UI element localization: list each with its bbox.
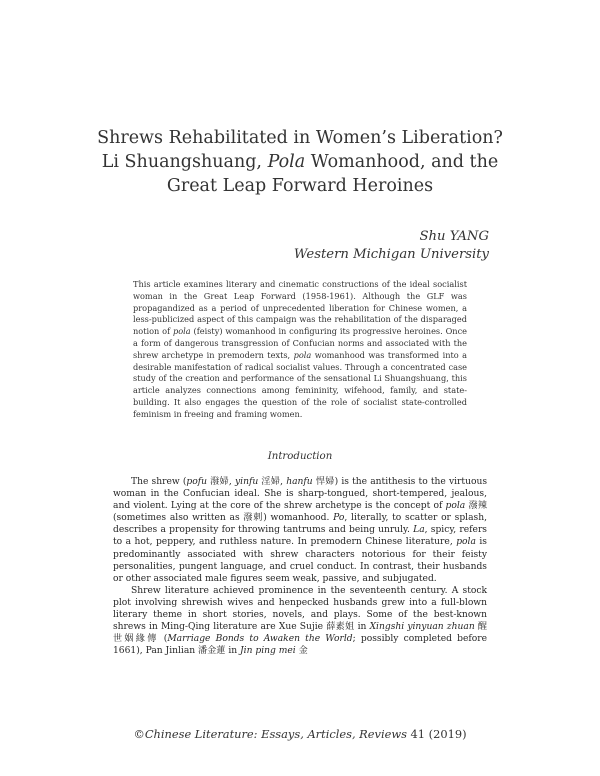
article-title [90,126,510,198]
author-name: Shu YANG [419,229,489,244]
title-line-1: Shrews Rehabilitated in Women’s Liberation? [97,128,503,148]
body-paragraph-2 [113,585,487,658]
p1-text-7: , spicy, refers to a hot, peppery, and ruthless nature. In premodern Chinese literature, [113,525,487,548]
body-text [113,476,487,657]
p2-text-2: 醒世姻緣傳 ( [113,622,487,645]
p2-text-3: ; possibly completed before 1661), Pan Jinlian 潘金蓮 in [113,634,487,657]
title-line-2 [90,150,510,174]
p1-term-pola-2: pola [456,537,476,548]
p1-term-po: Po [333,513,345,524]
title-line-2-pre: Li Shuangshuang, [101,152,268,172]
abstract-term-pola-1: pola [172,326,191,337]
p1-text-5: 潑辣 (sometimes also written as 潑剌) womanhood. [113,501,488,524]
p2-title-jin-ping-mei: Jin ping mei [240,646,296,657]
p1-term-pofu: pofu [186,477,207,487]
footer-volume-year: 41 (2019) [406,727,467,741]
p1-text-6: , literally, to scatter or splash, describes a propensity for throwing tantrums and being unruly. [113,513,487,536]
title-line-2-post: Womanhood, and the [305,152,499,172]
p1-text-3: 淫婦, [258,477,287,487]
p1-term-hanfu: hanfu [286,477,313,487]
p1-term-yinfu: yinfu [235,477,259,487]
p1-text-2: 潑婦, [206,477,235,487]
p2-text-1: Shrew literature achieved prominence in the seventeenth century. A stock plot involving shrewish wives and henpecked husbands grew into a full-blown literary theme in short stories, novels, and plays. Some of the best-known shrews in Ming-Qing literature are Xue Sujie 薛素姐 in [113,585,487,633]
p1-text-8: is predominantly associated with shrew characters notorious for their feisty personalities, pungent language, and cruel conduct. In contrast, their husbands or other associated male figures seem weak, passive, and subjugated. [113,537,487,584]
abstract-text-1: This article examines literary and cinematic constructions of the ideal socialist woman in the Great Leap Forward (1958-1961). Although the GLF was propagandized as a period of unprecedented liberation for Chinese women, a less-publicized aspect of this campaign was the rehabilitation of the disparaged notion of [133,279,467,337]
p2-title-xingshi: Xingshi yinyuan zhuan [369,622,475,633]
p1-text-4: 悍婦) is the antithesis to the virtuous woman in the Confucian ideal. She is sharp-tongued, short-tempered, jealous, and violent. Lying at the core of the shrew archetype is the concept of [113,477,487,512]
abstract [133,279,467,421]
p1-term-pola: pola [445,501,466,512]
title-line-3: Great Leap Forward Heroines [166,176,434,196]
p1-text-1: The shrew ( [131,477,187,487]
abstract-text-3: womanhood was transformed into a desirable manifestation of radical socialist values. Through a concentrated case study of the creation and performance of the sensational Li Shuangshuang, this article analyzes connections among femininity, wifehood, family, and state-building. It also engages the question of the role of socialist state-controlled feminism in freeing and framing women. [133,349,467,419]
abstract-text-2: (feisty) womanhood in configuring its progressive heroines. Once a form of dangerous transgression of Confucian norms and associated with the shrew archetype in premodern texts, [133,326,468,360]
footer-journal-name: Chinese Literature: Essays, Articles, Reviews [144,727,407,741]
copyright-footer [100,727,500,741]
body-paragraph-1 [113,476,487,585]
p2-title-marriage-bonds: Marriage Bonds to Awaken the World [167,634,353,645]
title-line-2-italic: Pola [267,152,306,172]
author-affiliation: Western Michigan University [293,247,489,262]
footer-copyright: © [133,727,145,741]
p1-term-la: La [413,525,425,536]
section-heading-introduction: Introduction [267,451,333,462]
p2-text-4: 金 [295,646,308,657]
abstract-term-pola-2: pola [293,349,312,360]
